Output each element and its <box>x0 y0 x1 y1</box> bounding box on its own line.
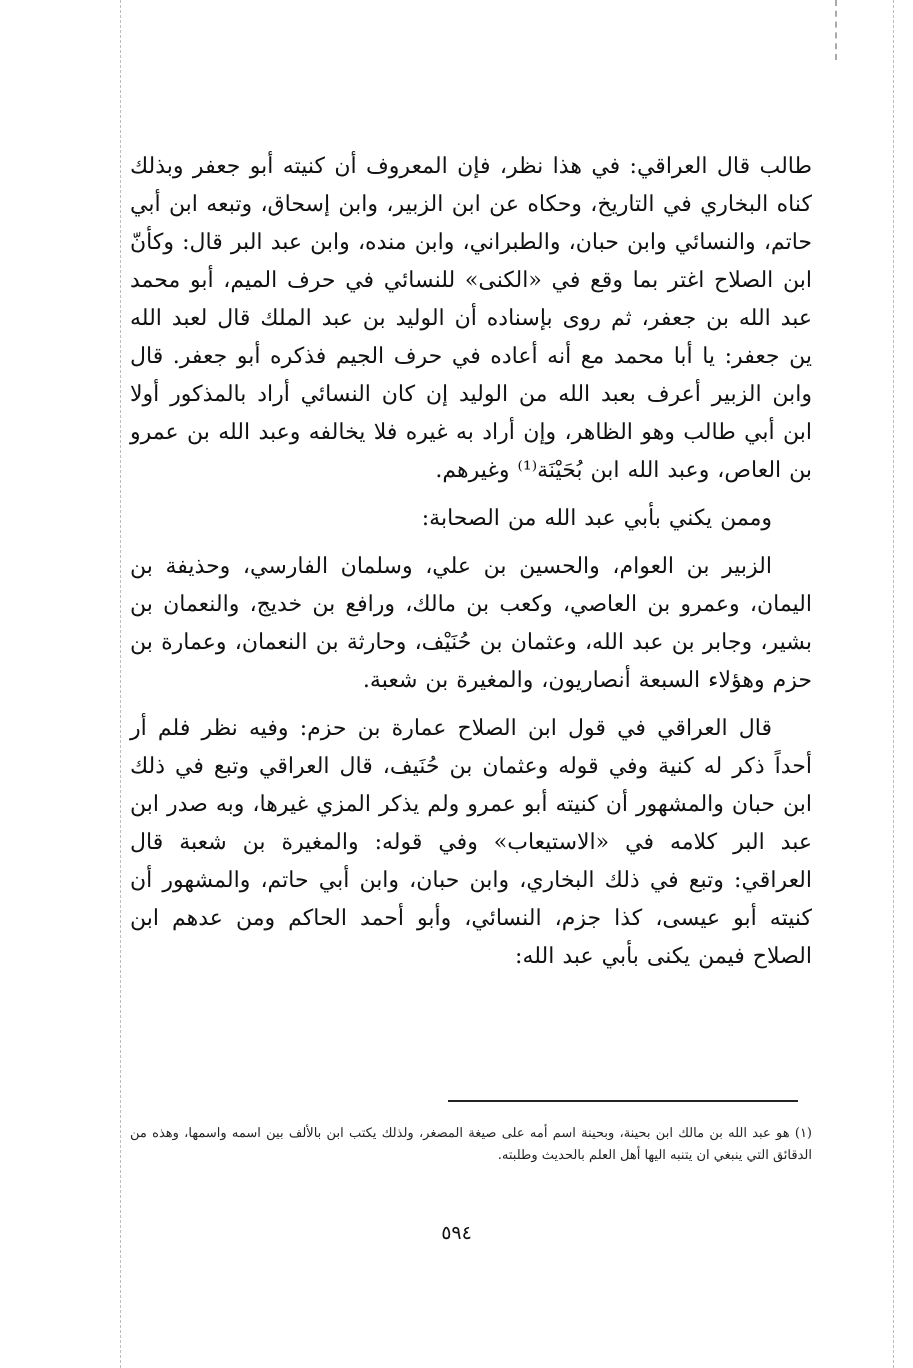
paragraph-1: طالب قال العراقي: في هذا نظر، فإن المعروف أن كنيته أبو جعفر وبذلك كناه البخاري في التاريخ، وحكاه عن ابن الزبير، وابن إسحاق، وتبعه ابن أبي حاتم، والنسائي وابن حبان، والطبراني، وابن منده، وابن عبد البر قال: وكأنّ ابن الصلاح اغتر بما وقع في «الكنى» للنسائي في حرف الميم، أبو محمد عبد الله بن جعفر، ثم روى بإسناده أن الوليد بن عبد الملك قال لعبد الله ين جعفر: يا أبا محمد مع أنه أعاده في حرف الجيم فذكره أبو جعفر. قال وابن الزبير أعرف بعبد الله من الوليد إن كان النسائي أراد بالمذكور أولا ابن أبي طالب وهو الظاهر، وإن أراد به غيره فلا يخالفه وعبد الله بن عمرو بن العاص، وعبد الله ابن بُحَيْنَة⁽¹⁾ وغيرهم. <box>130 154 812 483</box>
scan-edge-left <box>120 0 121 1368</box>
page-number: ٥٩٤ <box>441 1222 472 1244</box>
paragraph-3: الزبير بن العوام، والحسين بن علي، وسلمان الفارسي، وحذيفة بن اليمان، وعمرو بن العاصي، وكعب بن مالك، ورافع بن خديج، والنعمان بن بشير، وجابر بن عبد الله، وعثمان بن حُنَيْف، وحارثة بن النعمان، وعمارة بن حزم وهؤلاء السبعة أنصاريون، والمغيرة بن شعبة. <box>130 554 812 693</box>
paragraph-4: قال العراقي في قول ابن الصلاح عمارة بن حزم: وفيه نظر فلم أر أحداً ذكر له كنية وفي قوله وعثمان بن حُنَيف، قال العراقي وتبع في ذلك ابن حبان والمشهور أن كنيته أبو عمرو ولم يذكر المزي غيرها، وبه صدر ابن عبد البر كلامه في «الاستيعاب» وفي قوله: والمغيرة بن شعبة قال العراقي: وتبع في ذلك البخاري، وابن حبان، وابن أبي حاتم، والمشهور أن كنيته أبو عيسى، كذا جزم، النسائي، وأبو أحمد الحاكم ومن عدهم ابن الصلاح فيمن يكنى بأبي عبد الله: <box>130 716 812 969</box>
footnote-rule <box>448 1100 798 1102</box>
page-body <box>130 148 812 976</box>
paragraph-2: وممن يكني بأبي عبد الله من الصحابة: <box>421 506 772 531</box>
footnote: (١) هو عبد الله بن مالك ابن بحينة، وبحينة اسم أمه على صيغة المصغر، ولذلك يكتب ابن بالألف بين اسمه واسمها، وهذه من الدقائق التي ينبغي ان يتنبه اليها أهل العلم بالحديث وطلبته. <box>130 1126 812 1163</box>
scan-edge-right <box>893 0 894 1368</box>
scan-mark-top <box>835 0 837 60</box>
